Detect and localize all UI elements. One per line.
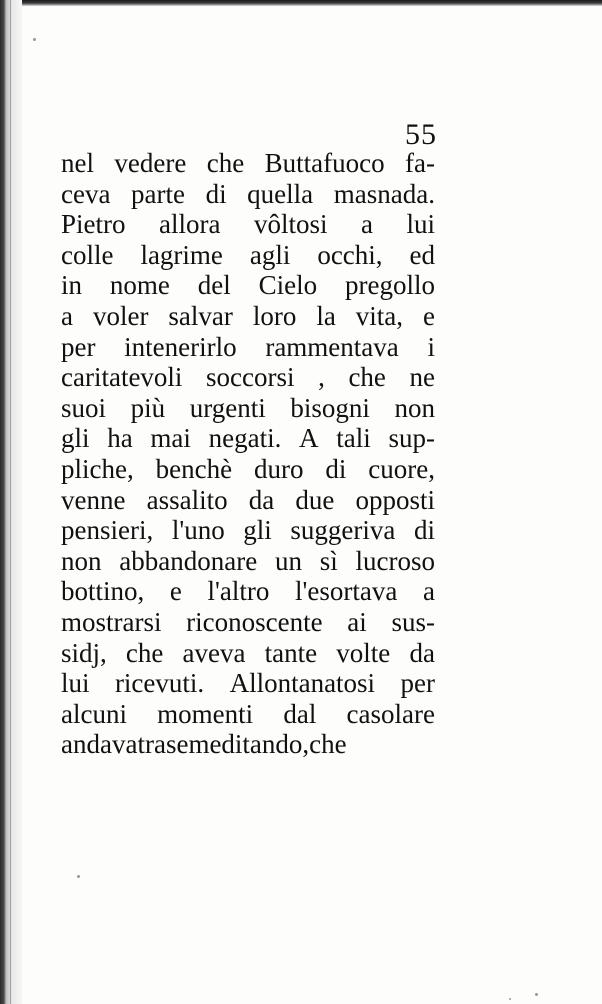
word: l'esortava xyxy=(295,576,398,607)
word: occhi, xyxy=(317,239,383,270)
word: Cielo xyxy=(258,270,318,301)
text-line xyxy=(61,209,435,240)
word: se xyxy=(165,729,189,760)
word: a xyxy=(61,300,73,331)
word: dal xyxy=(283,698,317,729)
word: Pietro xyxy=(61,209,126,240)
word: riconoscente xyxy=(186,606,323,637)
word: urgenti xyxy=(189,392,266,423)
paper-speck xyxy=(535,993,538,996)
word: mai xyxy=(150,423,191,454)
word: che xyxy=(348,362,386,393)
word: mostrarsi xyxy=(61,606,162,637)
text-line xyxy=(61,576,435,607)
word: di xyxy=(325,453,347,484)
word: ha xyxy=(107,423,133,454)
word: voler xyxy=(92,300,149,331)
word: gli xyxy=(243,515,272,546)
word: andava xyxy=(61,729,138,760)
word: Buttafuoco xyxy=(264,148,385,178)
text-line xyxy=(61,607,435,638)
word: negati. xyxy=(208,423,282,454)
text-line xyxy=(61,179,435,210)
binding-line xyxy=(10,0,11,1004)
text-line xyxy=(61,485,435,516)
text-line xyxy=(61,301,435,332)
word: i xyxy=(427,331,435,362)
word: e xyxy=(169,576,182,607)
word: momenti xyxy=(157,698,254,729)
word: abbandonare xyxy=(119,545,258,576)
word: loro xyxy=(252,300,297,331)
word: pliche, xyxy=(61,453,134,484)
word: tali xyxy=(336,423,371,454)
word: Allontanatosi xyxy=(229,668,376,699)
word: vita, xyxy=(355,300,404,331)
word: , xyxy=(318,362,325,393)
word: assalito xyxy=(146,484,228,515)
word: che xyxy=(206,148,245,178)
word: sus- xyxy=(391,606,435,637)
word: colle xyxy=(61,239,114,270)
word: del xyxy=(197,270,231,301)
text-line xyxy=(61,699,435,730)
word: meditando, xyxy=(188,729,310,760)
word: ai xyxy=(347,606,367,637)
word: casolare xyxy=(346,698,435,729)
word: a xyxy=(423,576,435,607)
word: non xyxy=(61,545,102,576)
text-line xyxy=(61,546,435,577)
word: cuore, xyxy=(368,453,435,484)
text-line xyxy=(61,240,435,271)
text-line xyxy=(61,454,435,485)
word: alcuni xyxy=(61,698,127,729)
text-line xyxy=(61,270,435,301)
word: caritatevoli xyxy=(61,362,183,393)
word: agli xyxy=(249,239,291,270)
word: opposti xyxy=(355,484,435,515)
word: allora xyxy=(159,209,221,240)
body-text xyxy=(61,148,435,760)
word: parte xyxy=(131,178,185,209)
word: di xyxy=(205,178,227,209)
word: l'altro xyxy=(207,576,270,607)
text-line xyxy=(61,729,435,760)
text-line xyxy=(61,423,435,454)
word: nel xyxy=(61,148,94,178)
word: pregollo xyxy=(345,270,435,301)
word: benchè xyxy=(155,453,233,484)
word: da xyxy=(409,637,435,668)
word: ne xyxy=(409,362,435,393)
word: gli xyxy=(61,423,90,454)
word: lucroso xyxy=(355,545,435,576)
word: che xyxy=(309,729,347,760)
paper-speck xyxy=(509,998,511,1000)
word: più xyxy=(130,392,166,423)
word: a xyxy=(360,209,373,240)
word: nome xyxy=(109,270,170,301)
word: quella xyxy=(247,178,314,209)
word: vedere xyxy=(114,148,187,178)
word: ricevuti. xyxy=(114,668,205,699)
word: masnada. xyxy=(333,178,435,209)
word: bisogni xyxy=(290,392,370,423)
word: e xyxy=(423,300,435,331)
text-line xyxy=(61,362,435,393)
word: lui xyxy=(61,668,90,699)
word: lui xyxy=(406,209,435,240)
text-line xyxy=(61,638,435,669)
word: suoi xyxy=(61,392,107,423)
word: non xyxy=(394,392,435,423)
word: che xyxy=(125,637,164,668)
word: fa- xyxy=(405,148,435,178)
word: un xyxy=(274,545,302,576)
word: pensieri, xyxy=(61,515,154,546)
word: duro xyxy=(253,453,304,484)
word: ed xyxy=(409,239,435,270)
word: tante xyxy=(264,637,318,668)
word: sì xyxy=(319,545,338,576)
word: intenerirlo xyxy=(124,331,237,362)
word: in xyxy=(61,270,83,301)
word: per xyxy=(400,668,435,699)
word: per xyxy=(61,331,96,362)
word: volte xyxy=(336,637,391,668)
paper-speck xyxy=(33,38,36,41)
word: lagrime xyxy=(140,239,223,270)
word: ceva xyxy=(61,178,111,209)
word: tra xyxy=(137,729,166,760)
word: da xyxy=(248,484,275,515)
word: soccorsi xyxy=(206,362,295,393)
page-top-edge xyxy=(0,0,602,6)
word: rammentava xyxy=(265,331,399,362)
page-binding-edge xyxy=(0,0,22,1004)
text-line xyxy=(61,393,435,424)
word: A xyxy=(299,423,319,454)
word: l'uno xyxy=(171,515,225,546)
word: bottino, xyxy=(61,576,145,607)
word: sidj, xyxy=(61,637,107,668)
word: suggeriva xyxy=(290,515,396,546)
page-number: 55 xyxy=(405,118,437,151)
text-line xyxy=(61,515,435,546)
word: sup- xyxy=(388,423,435,454)
text-line xyxy=(61,668,435,699)
word: aveva xyxy=(182,637,246,668)
word: di xyxy=(413,515,435,546)
word: vôltosi xyxy=(253,209,328,240)
text-line xyxy=(61,332,435,363)
word: salvar xyxy=(168,300,233,331)
text-line xyxy=(61,148,435,179)
word: venne xyxy=(61,484,126,515)
paper-speck xyxy=(77,875,80,878)
word: la xyxy=(316,300,336,331)
word: due xyxy=(295,484,335,515)
